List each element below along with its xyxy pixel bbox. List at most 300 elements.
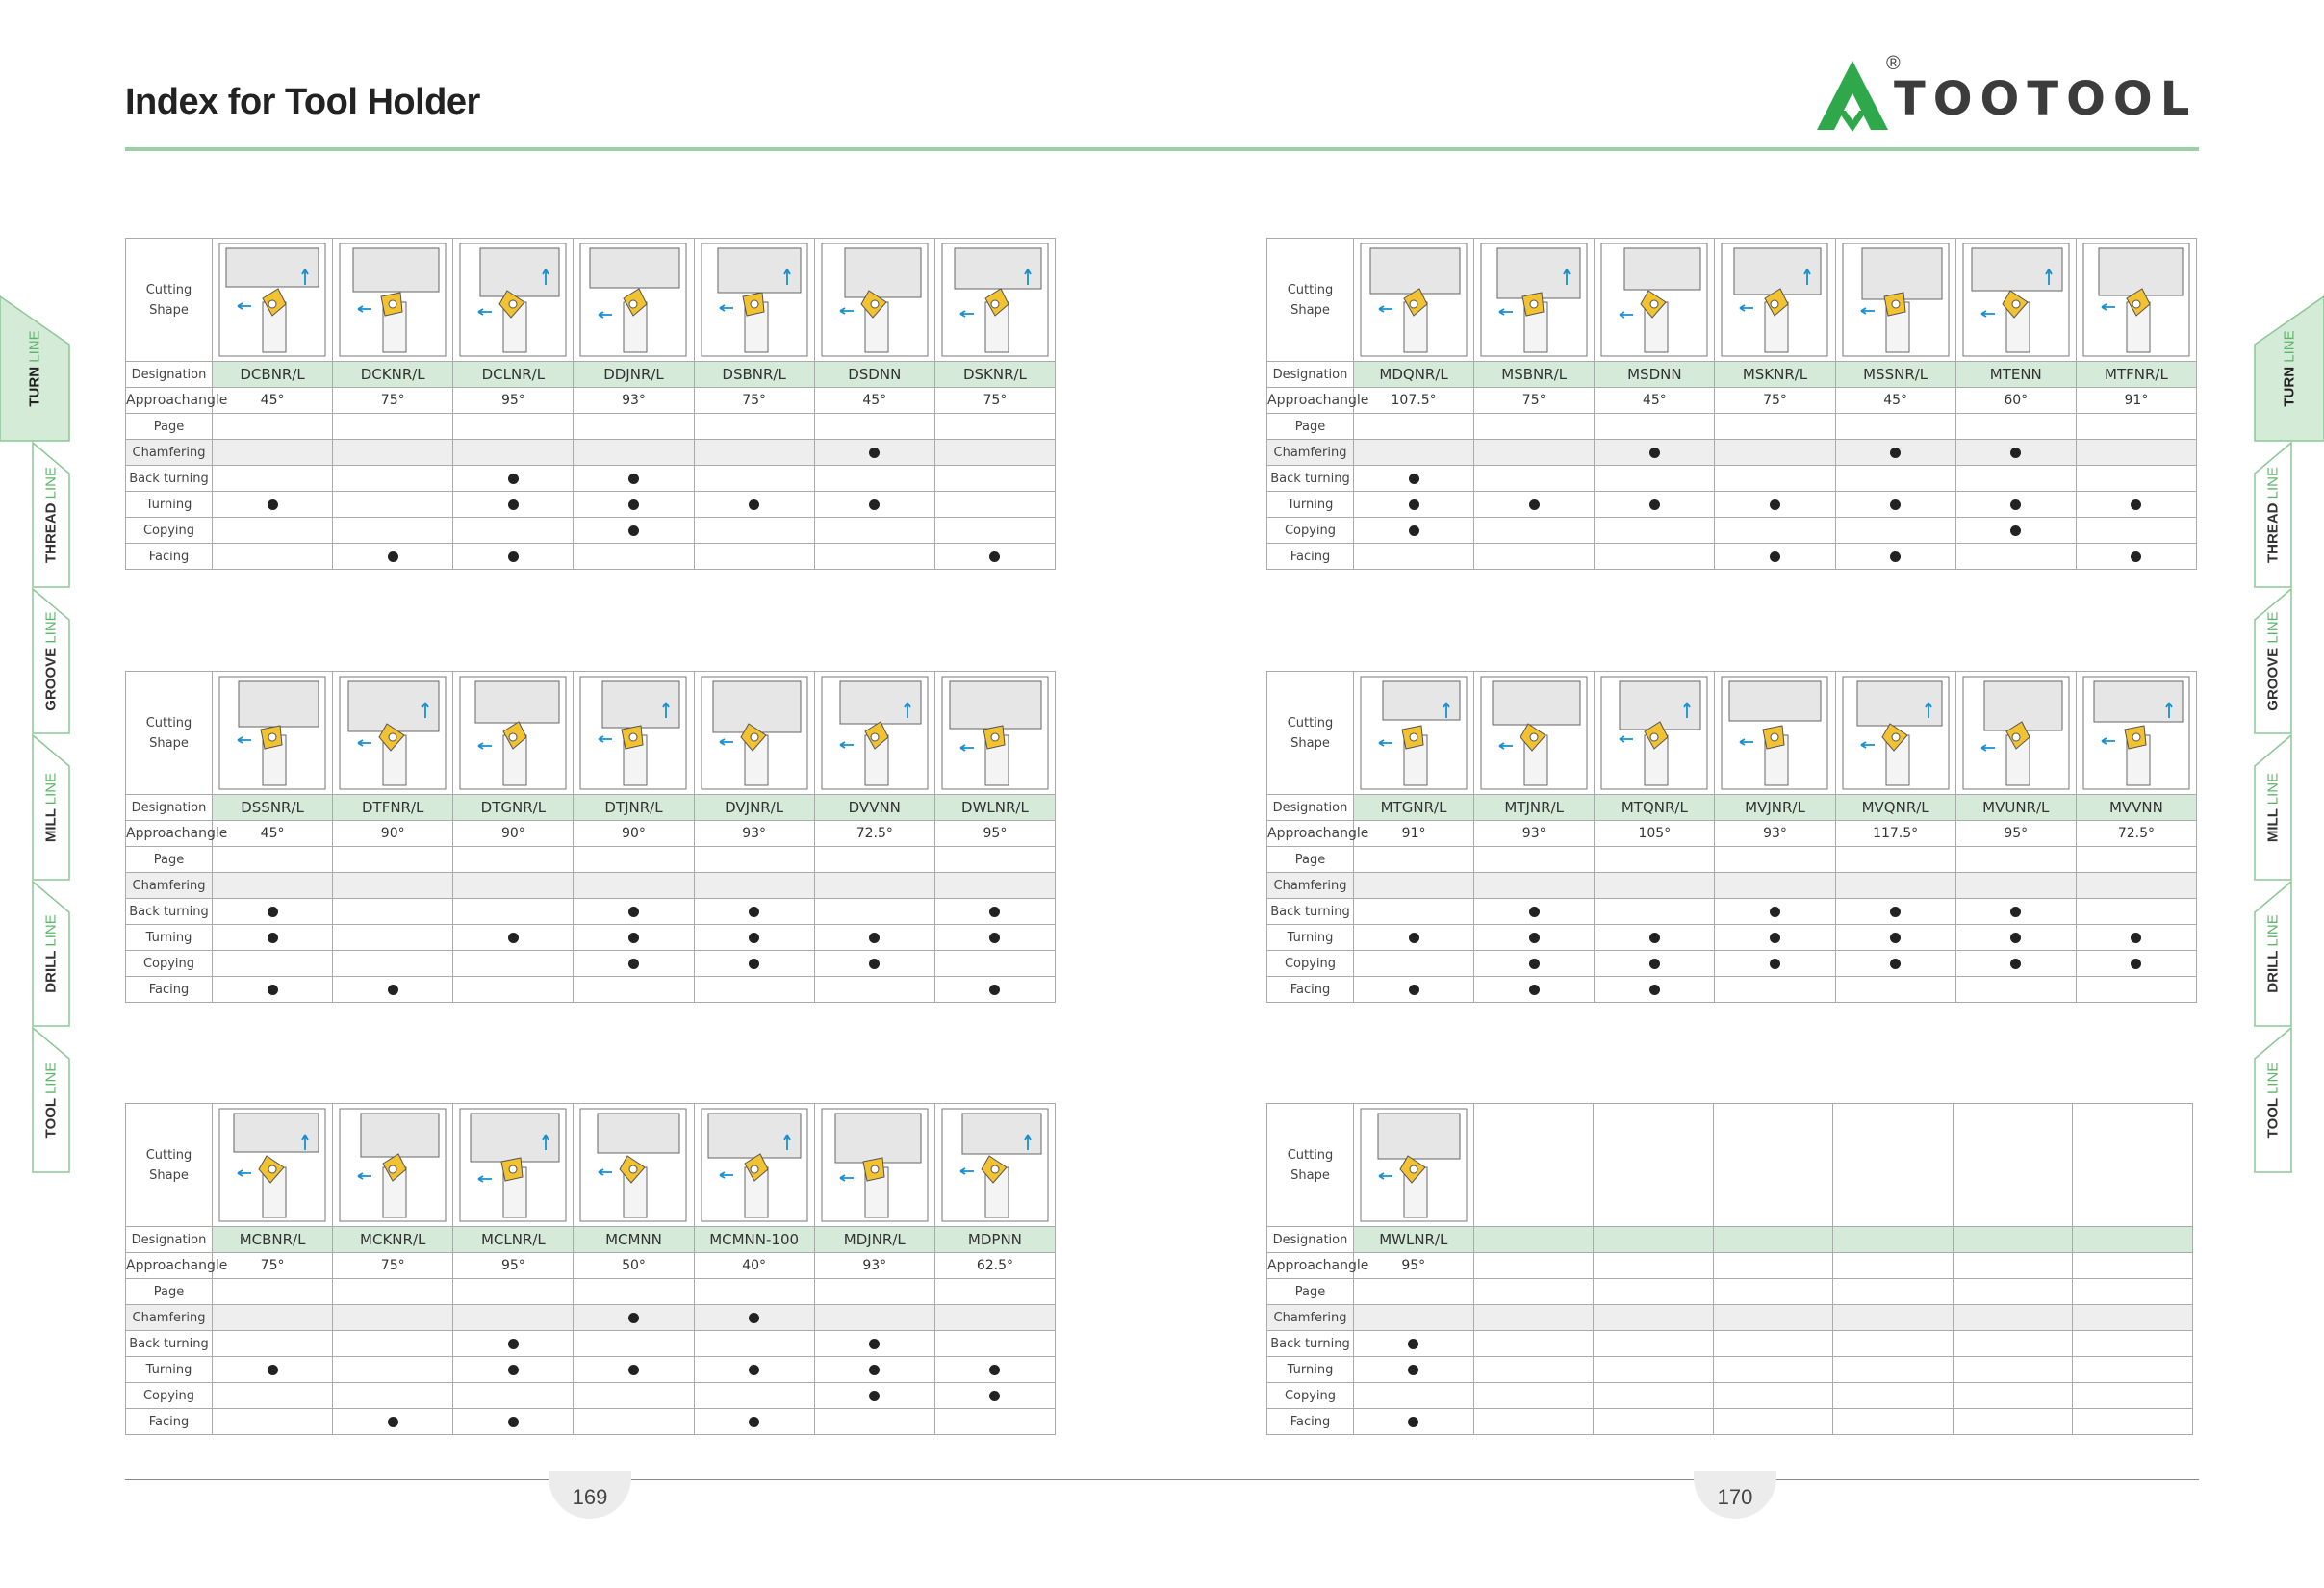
turning-cell [694, 1357, 814, 1383]
brand-name: TOOTOOL [1894, 72, 2198, 126]
turning-cell [333, 1357, 453, 1383]
chamfering-cell [694, 440, 814, 466]
tab-label-light: LINE [2264, 466, 2282, 499]
applicable-dot-icon [1529, 907, 1540, 917]
turning-cell [1715, 925, 1835, 951]
copying-cell [1715, 518, 1835, 544]
cutting-shape-label [126, 1104, 213, 1227]
turning-cell [1595, 925, 1715, 951]
side-tab-label [43, 467, 60, 563]
cutting-shape-cell [1835, 239, 1955, 362]
turning-cell [1713, 1357, 1833, 1383]
applicable-dot-icon [1408, 1417, 1418, 1427]
brand-logo [1809, 53, 2204, 140]
chamfering-cell [934, 1305, 1055, 1331]
page-cell [333, 1279, 453, 1305]
cutting-shape-cell [814, 672, 934, 795]
side-tab-label [2265, 1063, 2282, 1139]
approach-angle-cell: 45° [1595, 388, 1715, 414]
applicable-dot-icon [1649, 985, 1660, 995]
tool-shape-icon [459, 243, 567, 357]
copying-cell [1835, 951, 1955, 977]
page-cell [814, 1279, 934, 1305]
facing-cell [2076, 977, 2196, 1003]
designation-cell: DTGNR/L [453, 795, 574, 821]
approach-angle-cell: 117.5° [1835, 821, 1955, 847]
facing-cell [1835, 977, 1955, 1003]
chamfering-label: Chamfering [126, 1305, 213, 1331]
cutting-shape-cell [1715, 239, 1835, 362]
tab-label-bold: TURN [2281, 366, 2298, 407]
back-turning-cell [1595, 899, 1715, 925]
applicable-dot-icon [268, 985, 278, 995]
applicable-dot-icon [989, 907, 1000, 917]
applicable-dot-icon [1529, 959, 1540, 969]
side-tab-label [2282, 330, 2298, 406]
facing-label: Facing [126, 544, 213, 570]
applicable-dot-icon [508, 1339, 519, 1349]
tab-label-light: LINE [26, 330, 43, 363]
side-tab-tool[interactable] [0, 1028, 69, 1172]
turning-cell [1955, 925, 2076, 951]
designation-label: Designation [126, 362, 213, 388]
turning-cell [453, 925, 574, 951]
applicable-dot-icon [268, 499, 278, 510]
tool-shape-icon [459, 676, 567, 790]
approach-angle-cell: 75° [213, 1253, 333, 1279]
tool-shape-icon [579, 676, 687, 790]
turning-cell [453, 1357, 574, 1383]
page-cell [1473, 1279, 1594, 1305]
side-tab-label [2265, 467, 2282, 563]
approach-angle-label: Approachangle [1267, 1253, 1354, 1279]
back-turning-label: Back turning [1267, 1331, 1354, 1357]
copying-cell [333, 518, 453, 544]
facing-cell [694, 977, 814, 1003]
page-cell [1474, 414, 1595, 440]
back-turning-cell [694, 899, 814, 925]
applicable-dot-icon [1529, 985, 1540, 995]
tool-shape-icon [821, 243, 929, 357]
designation-cell: MDPNN [934, 1227, 1055, 1253]
side-tab-label [43, 773, 60, 842]
turning-cell [2073, 1357, 2193, 1383]
chamfering-cell [1955, 873, 2076, 899]
copying-cell [1354, 1383, 1474, 1409]
side-tab-thread[interactable] [2255, 443, 2324, 587]
copying-cell [1715, 951, 1835, 977]
back-turning-cell [453, 1331, 574, 1357]
approach-angle-cell [1953, 1253, 2073, 1279]
approach-angle-cell: 93° [1715, 821, 1835, 847]
facing-cell [2073, 1409, 2193, 1435]
header-divider [125, 147, 2199, 151]
cutting-shape-cell [934, 239, 1055, 362]
side-tab-tool[interactable] [2255, 1028, 2324, 1172]
tool-shape-icon [941, 676, 1049, 790]
tool-shape-icon [1360, 243, 1468, 357]
side-tab-mill[interactable] [0, 735, 69, 880]
turning-cell [1474, 492, 1595, 518]
copying-cell [2076, 518, 2196, 544]
back-turning-label: Back turning [1267, 899, 1354, 925]
chamfering-cell [1354, 440, 1474, 466]
back-turning-cell [1594, 1331, 1714, 1357]
applicable-dot-icon [508, 551, 519, 562]
applicable-dot-icon [749, 907, 759, 917]
cutting-shape-cell [453, 239, 574, 362]
facing-cell [453, 544, 574, 570]
copying-cell [1474, 951, 1595, 977]
facing-cell [1595, 977, 1715, 1003]
cutting-label: Cutting [145, 1147, 192, 1163]
page-number-right: 170 [1694, 1471, 1776, 1519]
applicable-dot-icon [1408, 1339, 1418, 1349]
chamfering-cell [1715, 873, 1835, 899]
page-cell [213, 1279, 333, 1305]
facing-label: Facing [1267, 544, 1354, 570]
tab-label-bold: DRILL [42, 950, 60, 993]
facing-cell [934, 544, 1055, 570]
tool-shape-icon [701, 676, 808, 790]
designation-cell: DTFNR/L [333, 795, 453, 821]
designation-cell: MSDNN [1595, 362, 1715, 388]
turning-cell [2076, 925, 2196, 951]
side-tab-turn[interactable] [0, 296, 69, 441]
back-turning-cell [1354, 466, 1474, 492]
cutting-shape-cell [694, 672, 814, 795]
tool-shape-icon [821, 676, 929, 790]
turning-label: Turning [1267, 1357, 1354, 1383]
tool-shape-icon [1480, 676, 1588, 790]
approach-angle-cell: 50° [574, 1253, 694, 1279]
approach-angle-cell [1713, 1253, 1833, 1279]
chamfering-cell [213, 440, 333, 466]
approach-angle-label: Approachangle [126, 821, 213, 847]
page-cell [1354, 1279, 1474, 1305]
side-tab-label [2265, 914, 2282, 992]
turning-cell [1955, 492, 2076, 518]
applicable-dot-icon [749, 499, 759, 510]
tool-shape-icon [1962, 676, 2070, 790]
facing-cell [2076, 544, 2196, 570]
copying-cell [814, 951, 934, 977]
cutting-shape-label [1267, 672, 1354, 795]
applicable-dot-icon [869, 1365, 880, 1375]
approach-angle-cell: 75° [934, 388, 1055, 414]
page-cell [333, 414, 453, 440]
back-turning-cell [1715, 466, 1835, 492]
approach-angle-cell: 90° [574, 821, 694, 847]
back-turning-cell [2076, 466, 2196, 492]
cutting-shape-cell [694, 239, 814, 362]
page-cell [934, 414, 1055, 440]
applicable-dot-icon [749, 959, 759, 969]
facing-cell [1354, 544, 1474, 570]
tool-shape-icon [2082, 676, 2190, 790]
registered-mark: ® [1886, 53, 1901, 74]
cutting-shape-cell [1595, 672, 1715, 795]
facing-cell [694, 1409, 814, 1435]
copying-cell [453, 1383, 574, 1409]
copying-cell [1354, 951, 1474, 977]
applicable-dot-icon [508, 1365, 519, 1375]
applicable-dot-icon [749, 1365, 759, 1375]
applicable-dot-icon [869, 933, 880, 943]
back-turning-cell [333, 1331, 453, 1357]
side-tab-mill[interactable] [2255, 735, 2324, 880]
back-turning-cell [333, 466, 453, 492]
designation-cell: DCBNR/L [213, 362, 333, 388]
tab-label-light: LINE [2264, 611, 2282, 644]
side-tab-groove[interactable] [2255, 589, 2324, 733]
page-label: Page [1267, 1279, 1354, 1305]
applicable-dot-icon [508, 499, 519, 510]
approach-angle-cell: 75° [1474, 388, 1595, 414]
page-label: Page [126, 414, 213, 440]
back-turning-cell [814, 899, 934, 925]
tab-label-light: LINE [42, 772, 60, 806]
designation-cell: MTQNR/L [1595, 795, 1715, 821]
applicable-dot-icon [2131, 551, 2141, 562]
applicable-dot-icon [749, 933, 759, 943]
applicable-dot-icon [628, 933, 639, 943]
tool-shape-icon [941, 1108, 1049, 1222]
applicable-dot-icon [1409, 474, 1419, 484]
applicable-dot-icon [1770, 499, 1780, 510]
designation-cell: MVUNR/L [1955, 795, 2076, 821]
approach-angle-cell: 45° [1835, 388, 1955, 414]
turning-cell [333, 925, 453, 951]
tab-label-bold: TOOL [2264, 1098, 2282, 1139]
approach-angle-cell: 95° [1955, 821, 2076, 847]
designation-cell: MTENN [1955, 362, 2076, 388]
cutting-shape-cell [1955, 672, 2076, 795]
approach-angle-cell: 105° [1595, 821, 1715, 847]
cutting-shape-cell [1715, 672, 1835, 795]
turning-label: Turning [1267, 492, 1354, 518]
cutting-shape-cell [1473, 1104, 1594, 1227]
designation-cell: MVVNN [2076, 795, 2196, 821]
page-cell [1955, 847, 2076, 873]
tab-label-light: LINE [2264, 914, 2282, 947]
shape-label: Shape [1290, 1167, 1330, 1183]
page-label: Page [1267, 414, 1354, 440]
designation-label: Designation [126, 795, 213, 821]
applicable-dot-icon [388, 985, 398, 995]
turning-cell [574, 492, 694, 518]
applicable-dot-icon [508, 1417, 519, 1427]
tool-shape-icon [339, 1108, 447, 1222]
copying-cell [2073, 1383, 2193, 1409]
back-turning-label: Back turning [126, 1331, 213, 1357]
designation-cell: MWLNR/L [1354, 1227, 1474, 1253]
applicable-dot-icon [2010, 525, 2021, 536]
facing-label: Facing [1267, 977, 1354, 1003]
cutting-shape-cell [213, 672, 333, 795]
facing-cell [1955, 544, 2076, 570]
chamfering-cell [1474, 873, 1595, 899]
back-turning-cell [1474, 899, 1595, 925]
back-turning-cell [814, 466, 934, 492]
copying-cell [1473, 1383, 1594, 1409]
tab-label-light: LINE [2264, 772, 2282, 806]
applicable-dot-icon [1649, 499, 1660, 510]
tool-shape-icon [579, 243, 687, 357]
designation-cell [1594, 1227, 1714, 1253]
side-tab-drill[interactable] [0, 882, 69, 1026]
cutting-shape-cell [1595, 239, 1715, 362]
copying-cell [213, 951, 333, 977]
cutting-shape-cell [934, 672, 1055, 795]
chamfering-cell [574, 873, 694, 899]
page-cell [1595, 847, 1715, 873]
tool-shape-icon [1721, 676, 1828, 790]
turning-cell [1595, 492, 1715, 518]
tab-label-bold: THREAD [2264, 502, 2282, 564]
turning-label: Turning [126, 925, 213, 951]
turning-cell [694, 492, 814, 518]
approach-angle-cell: 75° [1715, 388, 1835, 414]
applicable-dot-icon [989, 551, 1000, 562]
side-tab-thread[interactable] [0, 443, 69, 587]
approach-angle-cell: 107.5° [1354, 388, 1474, 414]
chamfering-cell [453, 1305, 574, 1331]
copying-label: Copying [1267, 951, 1354, 977]
chamfering-cell [213, 873, 333, 899]
approach-angle-label: Approachangle [1267, 388, 1354, 414]
applicable-dot-icon [508, 474, 519, 484]
designation-cell: MCKNR/L [333, 1227, 453, 1253]
turning-cell [574, 925, 694, 951]
applicable-dot-icon [2010, 448, 2021, 458]
facing-cell [1955, 977, 2076, 1003]
cutting-shape-label [126, 239, 213, 362]
applicable-dot-icon [1409, 933, 1419, 943]
approach-angle-cell: 95° [453, 388, 574, 414]
applicable-dot-icon [989, 1365, 1000, 1375]
applicable-dot-icon [388, 551, 398, 562]
cutting-label: Cutting [1287, 282, 1334, 297]
facing-cell [1474, 977, 1595, 1003]
tab-label-bold: GROOVE [42, 647, 60, 711]
facing-cell [1715, 977, 1835, 1003]
cutting-label: Cutting [1287, 715, 1334, 730]
facing-cell [1595, 544, 1715, 570]
back-turning-cell [574, 1331, 694, 1357]
back-turning-cell [1354, 1331, 1474, 1357]
facing-cell [213, 977, 333, 1003]
copying-cell [333, 1383, 453, 1409]
copying-label: Copying [126, 951, 213, 977]
applicable-dot-icon [628, 525, 639, 536]
approach-angle-cell: 95° [453, 1253, 574, 1279]
back-turning-label: Back turning [126, 466, 213, 492]
approach-angle-label: Approachangle [126, 1253, 213, 1279]
cutting-shape-cell [2076, 672, 2196, 795]
page-cell [1474, 847, 1595, 873]
tool-shape-icon [701, 1108, 808, 1222]
page-cell [1354, 414, 1474, 440]
back-turning-label: Back turning [1267, 466, 1354, 492]
page-cell [2076, 414, 2196, 440]
chamfering-cell [694, 1305, 814, 1331]
cutting-label: Cutting [145, 282, 192, 297]
applicable-dot-icon [2131, 499, 2141, 510]
tool-holder-table-3 [125, 1103, 1056, 1435]
copying-cell [934, 951, 1055, 977]
cutting-shape-cell [1354, 239, 1474, 362]
back-turning-cell [694, 1331, 814, 1357]
cutting-shape-cell [574, 239, 694, 362]
cutting-shape-cell [1713, 1104, 1833, 1227]
back-turning-cell [1474, 466, 1595, 492]
cutting-shape-cell [814, 239, 934, 362]
approach-angle-cell [1833, 1253, 1954, 1279]
back-turning-cell [814, 1331, 934, 1357]
applicable-dot-icon [628, 907, 639, 917]
back-turning-cell [574, 899, 694, 925]
side-tab-groove[interactable] [0, 589, 69, 733]
applicable-dot-icon [1890, 499, 1901, 510]
tool-holder-table-1 [125, 238, 1056, 570]
page-cell [1835, 414, 1955, 440]
tool-shape-icon [1842, 243, 1950, 357]
back-turning-cell [1953, 1331, 2073, 1357]
side-tab-drill[interactable] [2255, 882, 2324, 1026]
turning-cell [1474, 925, 1595, 951]
back-turning-cell [1715, 899, 1835, 925]
copying-cell [213, 518, 333, 544]
tab-label-bold: THREAD [42, 502, 60, 564]
applicable-dot-icon [749, 1313, 759, 1323]
facing-cell [1473, 1409, 1594, 1435]
designation-cell: MDQNR/L [1354, 362, 1474, 388]
applicable-dot-icon [1890, 551, 1901, 562]
designation-cell: MSKNR/L [1715, 362, 1835, 388]
chamfering-cell [1715, 440, 1835, 466]
copying-cell [213, 1383, 333, 1409]
facing-cell [453, 1409, 574, 1435]
facing-cell [574, 1409, 694, 1435]
back-turning-cell [1354, 899, 1474, 925]
cutting-shape-cell [1594, 1104, 1714, 1227]
facing-cell [934, 1409, 1055, 1435]
copying-label: Copying [1267, 518, 1354, 544]
side-tab-turn[interactable] [2255, 296, 2324, 441]
back-turning-label: Back turning [126, 899, 213, 925]
designation-cell: MTJNR/L [1474, 795, 1595, 821]
designation-cell: DWLNR/L [934, 795, 1055, 821]
applicable-dot-icon [1409, 985, 1419, 995]
side-tabs-left [0, 296, 69, 1297]
tab-label-light: LINE [42, 611, 60, 644]
tool-shape-icon [1600, 676, 1708, 790]
copying-cell [1713, 1383, 1833, 1409]
logo-mark-icon [1809, 53, 1896, 140]
designation-label: Designation [1267, 1227, 1354, 1253]
chamfering-label: Chamfering [126, 440, 213, 466]
designation-cell: DSSNR/L [213, 795, 333, 821]
shape-label: Shape [149, 302, 189, 318]
designation-cell: MDJNR/L [814, 1227, 934, 1253]
chamfering-label: Chamfering [126, 873, 213, 899]
back-turning-cell [1835, 466, 1955, 492]
facing-cell [1474, 544, 1595, 570]
turning-cell [1953, 1357, 2073, 1383]
turning-cell [934, 492, 1055, 518]
page-cell [1713, 1279, 1833, 1305]
